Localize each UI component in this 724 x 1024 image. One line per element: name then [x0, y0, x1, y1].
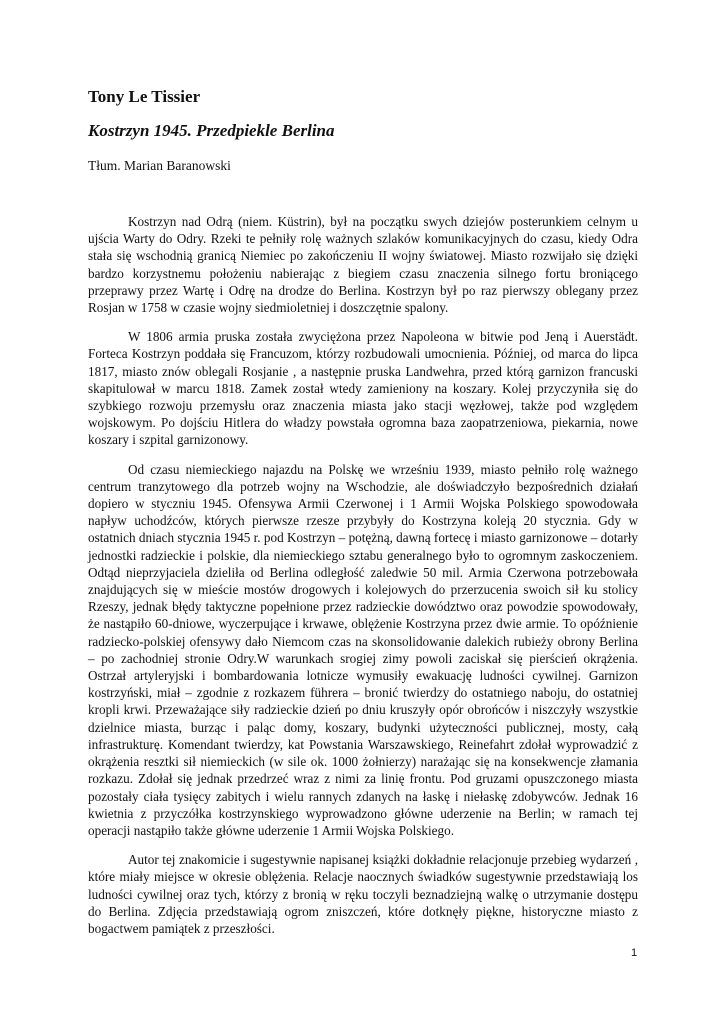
paragraph-book-summary: Autor tej znakomicie i sugestywnie napisanej książki dokładnie relacjonuje przebieg wydarzeń , które miały miejsce w okresie oblężenia. Relacje naocznych świadków sugestywnie przedstawiają los ludności cywilnej oraz tych, którzy z bronią w ręku toczyli beznadziejną walkę o utrzymanie dostępu do Berlina. Zdjęcia przedstawiają ogrom zniszczeń, które dotknęły piękne, historyczne miasto z bogactwem pamiątek z przeszłości.	[88, 852, 638, 936]
paragraph-siege-1945: Od czasu niemieckiego najazdu na Polskę we wrześniu 1939, miasto pełniło rolę ważnego centrum tranzytowego dla potrzeb wojny na Wschodzie, ale doświadczyło bezpośrednich działań dopiero w styczniu 1945. Ofensywa Armii Czerwonej i 1 Armii Wojska Polskiego spowodowała napływ uchodźców, których pierwsze rzesze przybyły do Kostrzyna koleją 20 stycznia. Gdy w ostatnich dniach stycznia 1945 r. pod Kostrzyn – potężną, dawną fortecę i miasto garnizonowe – dotarły jednostki radzieckie i polskie, dla niemieckiego sztabu generalnego było to ogromnym zaskoczeniem. Odtąd nieprzyjaciela dzieliła od Berlina odległość zaledwie 50 mil. Armia Czerwona potrzebowała znajdujących się w mieście mostów drogowych i kolejowych do przerzucenia swoich sił ku stolicy Rzeszy, jednak błędy taktyczne popełnione przez radzieckie dowództwo oraz powodzie spowodowały, że nastąpiło 60-dniowe, wyczerpujące i krwawe, oblężenie Kostrzyna przez dwie armie. To opóźnienie radziecko-polskiej ofensywy dało Niemcom czas na skonsolidowanie dalekich rubieży obrony Berlina – po zachodniej stronie Odry.W warunkach srogiej zimy powoli zaciskał się pierścień okrążenia. Ostrzał artyleryjski i bombardowania lotnicze wymusiły ewakuację ludności cywilnej. Garnizon kostrzyński, miał – zgodnie z rozkazem führera – bronić twierdzy do ostatniego naboju, do ostatniej kropli krwi. Przeważające siły radzieckie dzień po dniu kruszyły opór obrońców i niszczyły wszystkie dzielnice miasta, burząc i paląc domy, koszary, budynki użyteczności publicznej, mosty, całą infrastrukturę. Komendant twierdzy, kat Powstania Warszawskiego, Reinefahrt zdołał wyprowadzić z okrążenia resztki sił niemieckich (w sile ok. 1000 żołnierzy) narażając się na konsekwencje złamania rozkazu. Zdołał się jednak przedrzeć wraz z nimi za linię frontu. Pod gruzami opuszczonego miasta pozostały ciała tysięcy zabitych i wielu rannych zdanych na łaskę i niełaskę zdobywców. Jednak 16 kwietnia z przyczółka kostrzynskiego wyprowadzono główne uderzenie na Berlin; w ramach tej operacji nastąpiło także główne uderzenie 1 Armii Wojska Polskiego.	[88, 461, 638, 838]
translator-credit: Tłum. Marian Baranowski	[88, 158, 231, 173]
paragraph-history-origins: Kostrzyn nad Odrą (niem. Küstrin), był na początku swych dziejów posterunkiem celnym u ujścia Warty do Odry. Rzeki te pełniły rolę ważnych szlaków komunikacyjnych do czasu, kiedy Odra stała się wschodnią granicą Niemiec po zakończeniu II wojny światowej. Miasto rozwijało się dzięki bardzo korzystnemu położeniu nabierając z biegiem czasu znaczenia silnego fortu broniącego przeprawy przez Wartę i Odrę na drodze do Berlina. Kostrzyn był po raz pierwszy oblegany przez Rosjan w 1758 w czasie wojny siedmioletniej i doszczętnie spalony.	[88, 214, 638, 316]
author-name: Tony Le Tissier	[88, 87, 201, 106]
body-text	[88, 213, 638, 949]
paragraph-napoleon-era: W 1806 armia pruska została zwyciężona przez Napoleona w bitwie pod Jeną i Auerstädt. Forteca Kostrzyn poddała się Francuzom, którzy rozbudowali umocnienia. Później, od marca do lipca 1817, miasto znów oblegali Rosjanie , a następnie pruska Landwehra, przed którą garnizon francuski skapitulował w marcu 1818. Zamek został wtedy zamieniony na koszary. Kolej przyczyniła się do szybkiego rozwoju przemysłu oraz znaczenia miasta jako stacji węzłowej, także pod względem wojskowym. Po dojściu Hitlera do władzy powstała ogromna baza zaopatrzeniowa, piekarnia, nowe koszary i szpital garnizonowy.	[88, 329, 638, 448]
book-title: Kostrzyn 1945. Przedpiekle Berlina	[88, 121, 335, 140]
page-number: 1	[631, 947, 638, 959]
